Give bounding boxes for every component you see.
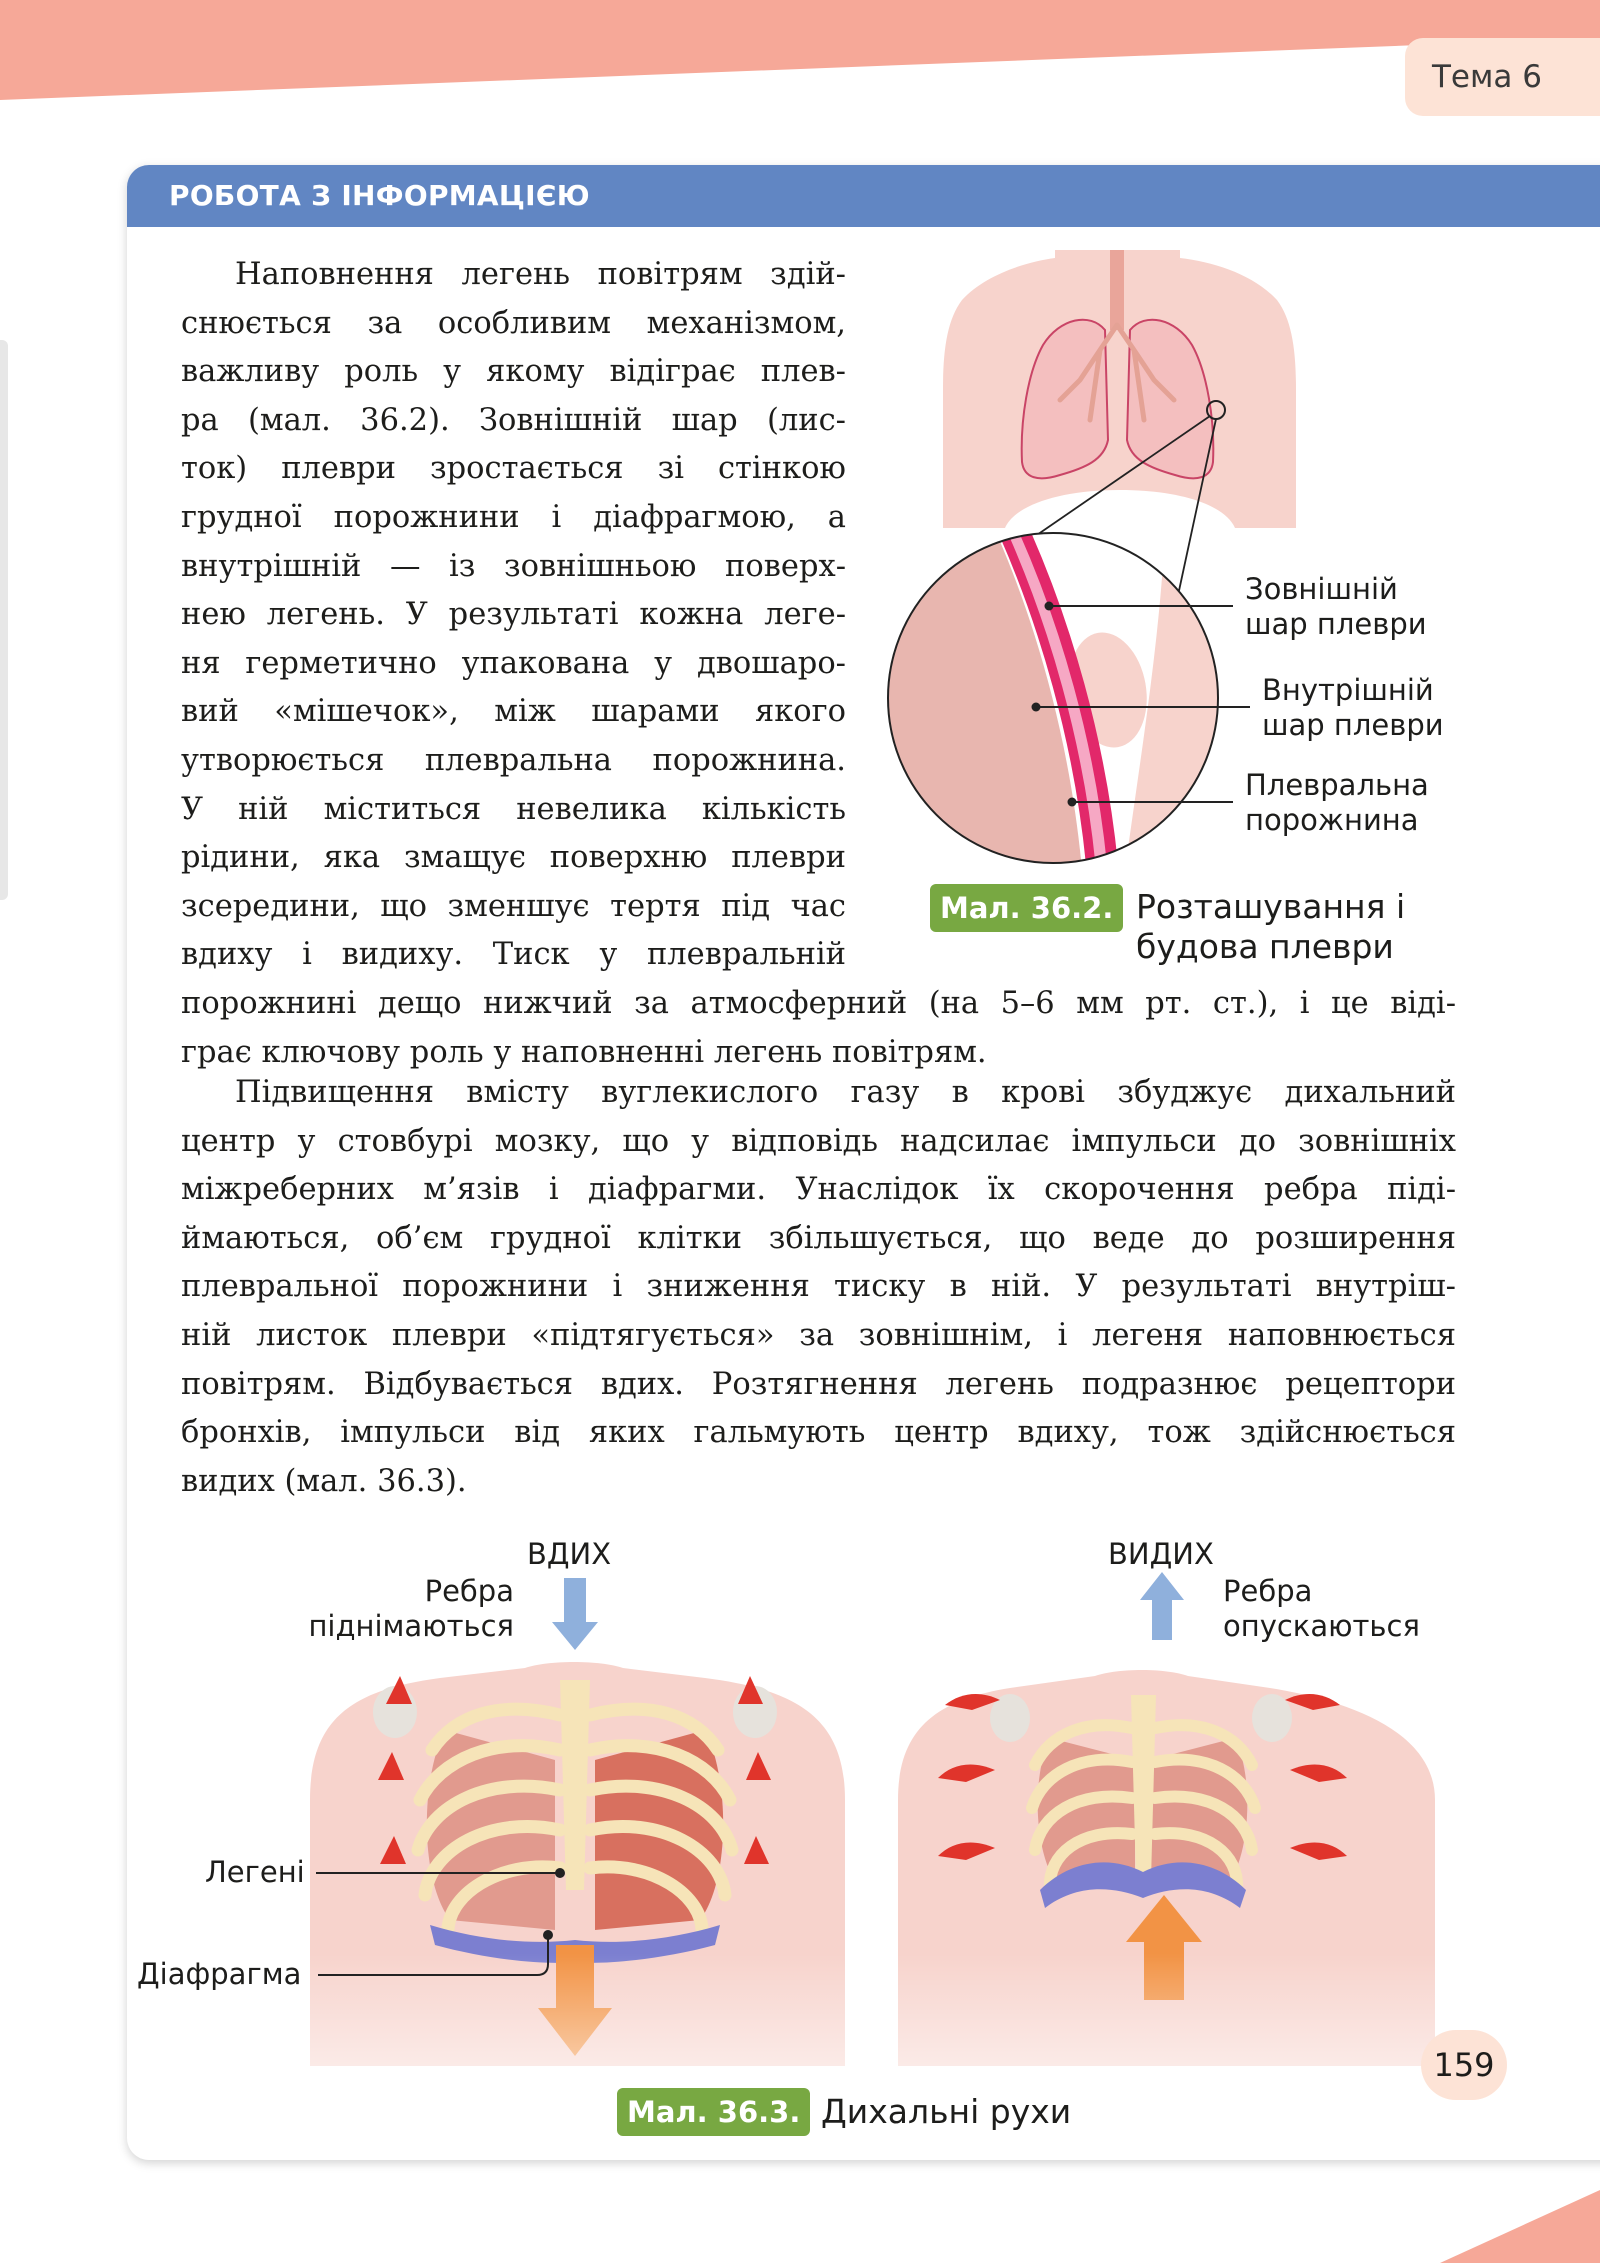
- text-line: утворюється плевральна порожнина.: [181, 742, 846, 778]
- label-line: Плевральна: [1245, 768, 1429, 802]
- text-line: повітрям. Відбувається вдих. Розтягнення легень подразнює рецептори: [181, 1366, 1456, 1402]
- text-line: рідини, яка змащує поверхню плеври: [181, 840, 846, 876]
- text-line: ра (мал. 36.2). Зовнішній шар (лис-: [181, 402, 846, 438]
- inhale-ribs-label: [302, 1574, 514, 1644]
- text-line: порожнині дещо нижчий за атмосферний (на 5–6 мм рт. ст.), і це віді-: [181, 986, 1456, 1021]
- label-line: Ребра: [424, 1574, 514, 1608]
- text-line: снюється за особливим механізмом,: [181, 305, 846, 341]
- label-line: Ребра: [1223, 1574, 1313, 1608]
- paragraph-2: [181, 1069, 1456, 1506]
- text-line: вдиху і видиху. Тиск у плевральній: [181, 937, 846, 973]
- text-line: важливу роль у якому відіграє плев-: [181, 354, 846, 390]
- label-line: піднімаються: [308, 1609, 514, 1643]
- pleural-cavity-label: [1245, 768, 1429, 838]
- inhale-title: ВДИХ: [527, 1537, 612, 1571]
- header-band: [0, 0, 1600, 110]
- text-line: Підвищення вмісту вуглекислого газу в крові збуджує дихальний: [235, 1075, 1456, 1110]
- page-number: [1421, 2030, 1507, 2100]
- caption-line: Розташування і: [1136, 887, 1406, 926]
- label-line: опускаються: [1223, 1609, 1420, 1643]
- figure-36-3-caption: Дихальні рухи: [821, 2092, 1072, 2131]
- text-line: зсередини, що зменшує тертя під час: [181, 888, 846, 924]
- text-line: ня герметично упакована у двошаро-: [181, 645, 846, 681]
- outer-pleura-label: [1245, 572, 1427, 642]
- label-line: Зовнішній: [1245, 572, 1398, 606]
- footer-band: [1400, 2190, 1600, 2263]
- text-line: грає ключову роль у наповненні легень повітрям.: [181, 1034, 987, 1070]
- paragraph-1-continued: [181, 980, 1456, 1077]
- text-line: вий «мішечок», між шарами якого: [181, 694, 846, 730]
- section-title: РОБОТА З ІНФОРМАЦІЄЮ: [127, 165, 1600, 227]
- paragraph-1: [181, 251, 846, 980]
- label-line: шар плеври: [1245, 607, 1427, 641]
- exhale-title: ВИДИХ: [1108, 1537, 1214, 1571]
- label-line: шар плеври: [1262, 708, 1444, 742]
- lungs-label: Легені: [205, 1855, 305, 1889]
- text-line: плевральної порожнини і зниження тиску в ній. У результаті внутріш-: [181, 1269, 1456, 1305]
- inner-pleura-label: [1262, 673, 1444, 743]
- text-line: нею легень. У результаті кожна леге-: [181, 597, 846, 633]
- text-line: ток) плеври зростається зі стінкою: [181, 451, 846, 487]
- theme-tab: [1405, 38, 1600, 116]
- theme-label: Тема 6: [1432, 59, 1542, 95]
- text-line: грудної порожнини і діафрагмою, а: [181, 499, 846, 535]
- figure-36-2-caption: [1136, 887, 1405, 967]
- exhale-ribs-label: [1223, 1574, 1420, 1644]
- caption-line: будова плеври: [1136, 927, 1394, 966]
- text-line: Наповнення легень повітрям здій-: [235, 257, 846, 292]
- text-line: бронхів, імпульси від яких гальмують центр вдиху, тож здійснюється: [181, 1415, 1456, 1451]
- page-edge: [0, 340, 8, 900]
- text-line: У ній міститься невелика кількість: [181, 791, 846, 827]
- text-line: ймаються, об’єм грудної клітки збільшується, що веде до розширення: [181, 1220, 1456, 1256]
- text-line: внутрішній — із зовнішньою поверх-: [181, 548, 846, 584]
- label-line: порожнина: [1245, 803, 1419, 837]
- text-line: ній листок плеври «підтягується» за зовнішнім, і легеня наповнюється: [181, 1317, 1456, 1353]
- page-number-text: 159: [1433, 2046, 1495, 2084]
- text-line: міжреберних м’язів і діафрагми. Унаслідок їх скорочення ребра піді-: [181, 1172, 1456, 1208]
- text-line: центр у стовбурі мозку, що у відповідь надсилає імпульси до зовнішніх: [181, 1123, 1456, 1159]
- label-line: Внутрішній: [1262, 673, 1434, 707]
- figure-36-3-badge: Мал. 36.3.: [617, 2088, 810, 2136]
- figure-36-2-badge: Мал. 36.2.: [930, 884, 1123, 932]
- diaphragm-label: Діафрагма: [137, 1957, 302, 1991]
- text-line: видих (мал. 36.3).: [181, 1463, 467, 1499]
